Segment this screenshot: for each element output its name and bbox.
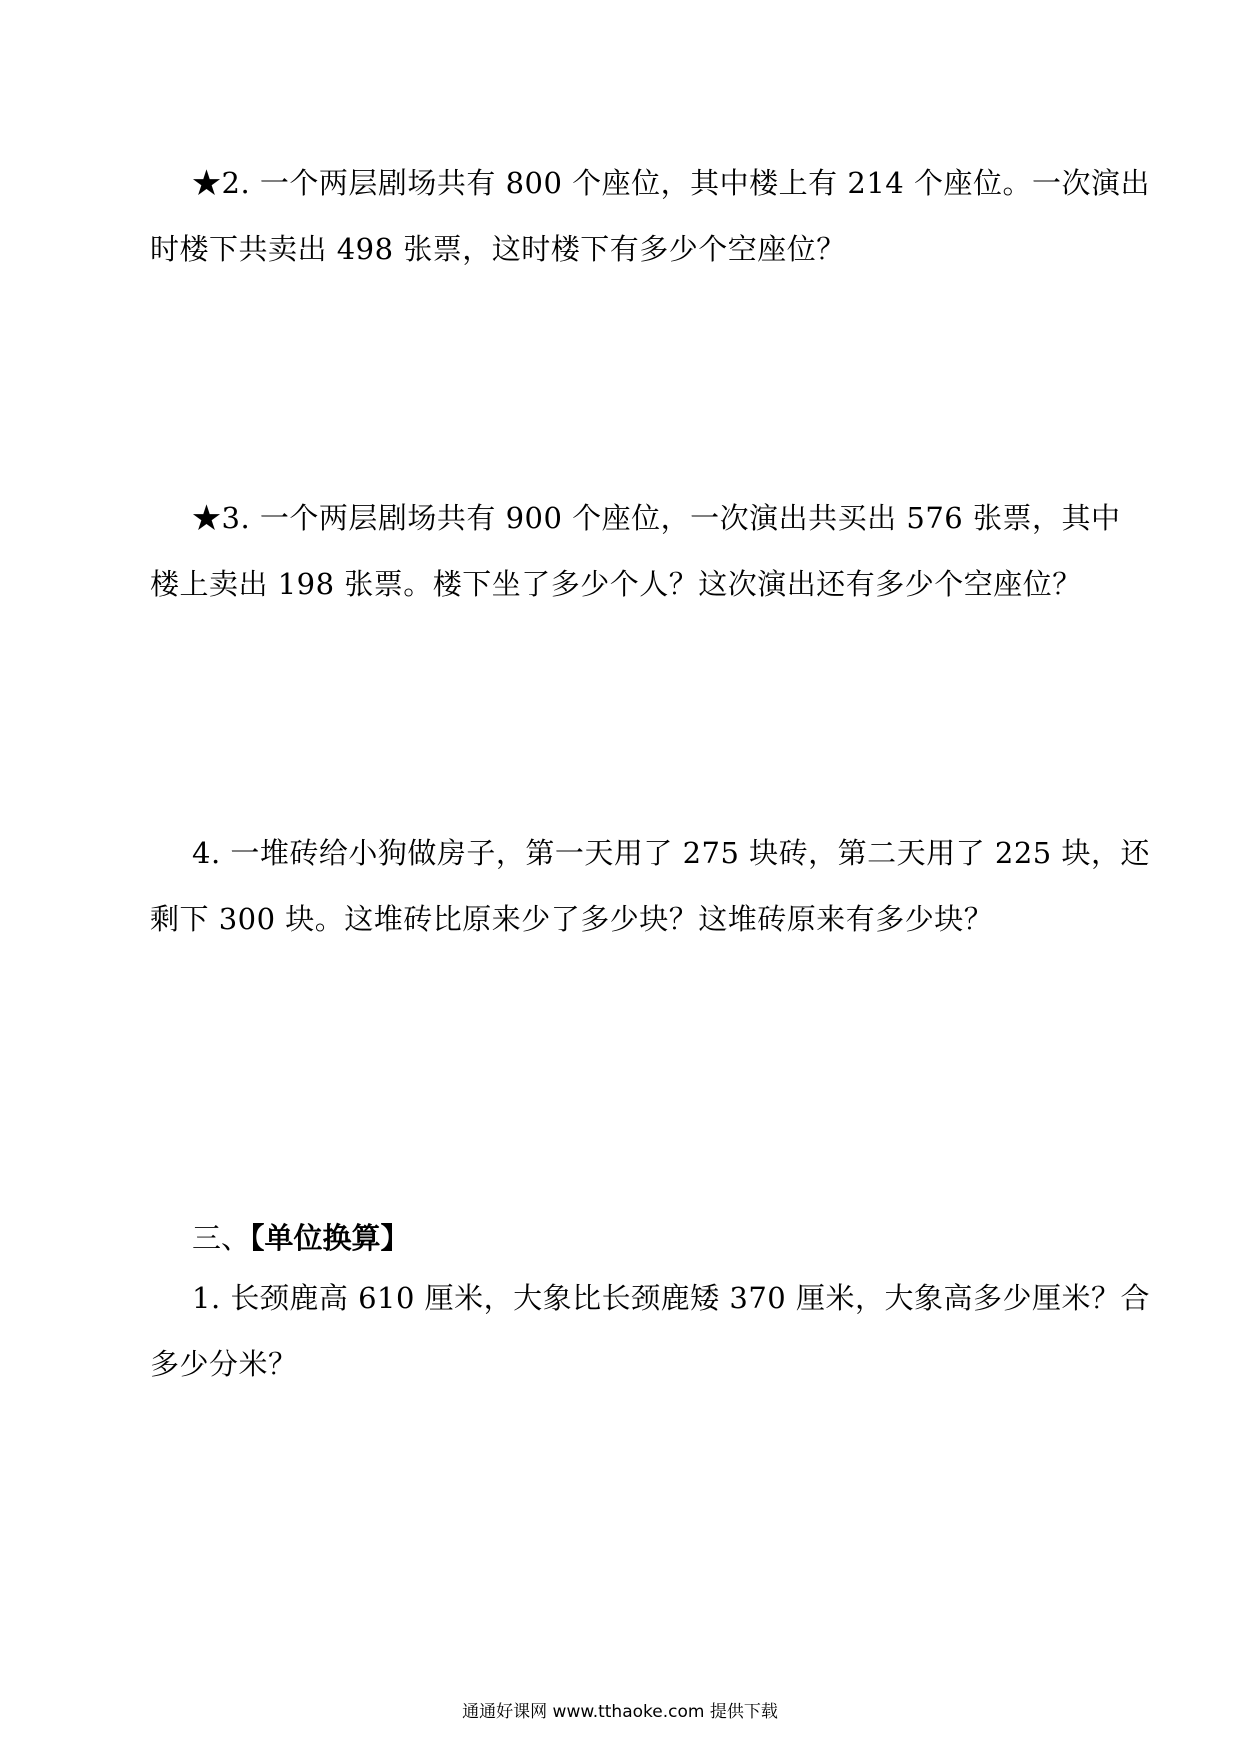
problem-3-line-2: 楼上卖出 198 张票。楼下坐了多少个人？这次演出还有多少个空座位？ [150, 567, 1082, 601]
section-3-heading [192, 1218, 410, 1258]
problem-4 [150, 820, 1150, 952]
problem-2 [150, 150, 1150, 282]
footer-text: 通通好课网 www.tthaoke.com 提供下载 [462, 1702, 778, 1722]
problem-4-line-1: 4. 一堆砖给小狗做房子，第一天用了 275 块砖，第二天用了 225 块，还 [192, 836, 1150, 870]
problem-2-line-1: ★2. 一个两层剧场共有 800 个座位，其中楼上有 214 个座位。一次演出 [192, 166, 1150, 200]
problem-3-line-1: ★3. 一个两层剧场共有 900 个座位，一次演出共买出 576 张票，其中 [192, 501, 1121, 535]
section-3-title: 【单位换算】 [250, 1221, 410, 1255]
problem-4-line-2: 剩下 300 块。这堆砖比原来少了多少块？这堆砖原来有多少块？ [150, 902, 994, 936]
section-3-question-1 [150, 1265, 1150, 1397]
section-3-question-1-line-2: 多少分米？ [150, 1347, 298, 1381]
problem-3 [150, 485, 1121, 617]
problem-2-line-2: 时楼下共卖出 498 张票，这时楼下有多少个空座位？ [150, 232, 846, 266]
section-3-number: 三、 [192, 1221, 251, 1255]
section-3-question-1-line-1: 1. 长颈鹿高 610 厘米，大象比长颈鹿矮 370 厘米，大象高多少厘米？合 [192, 1281, 1150, 1315]
